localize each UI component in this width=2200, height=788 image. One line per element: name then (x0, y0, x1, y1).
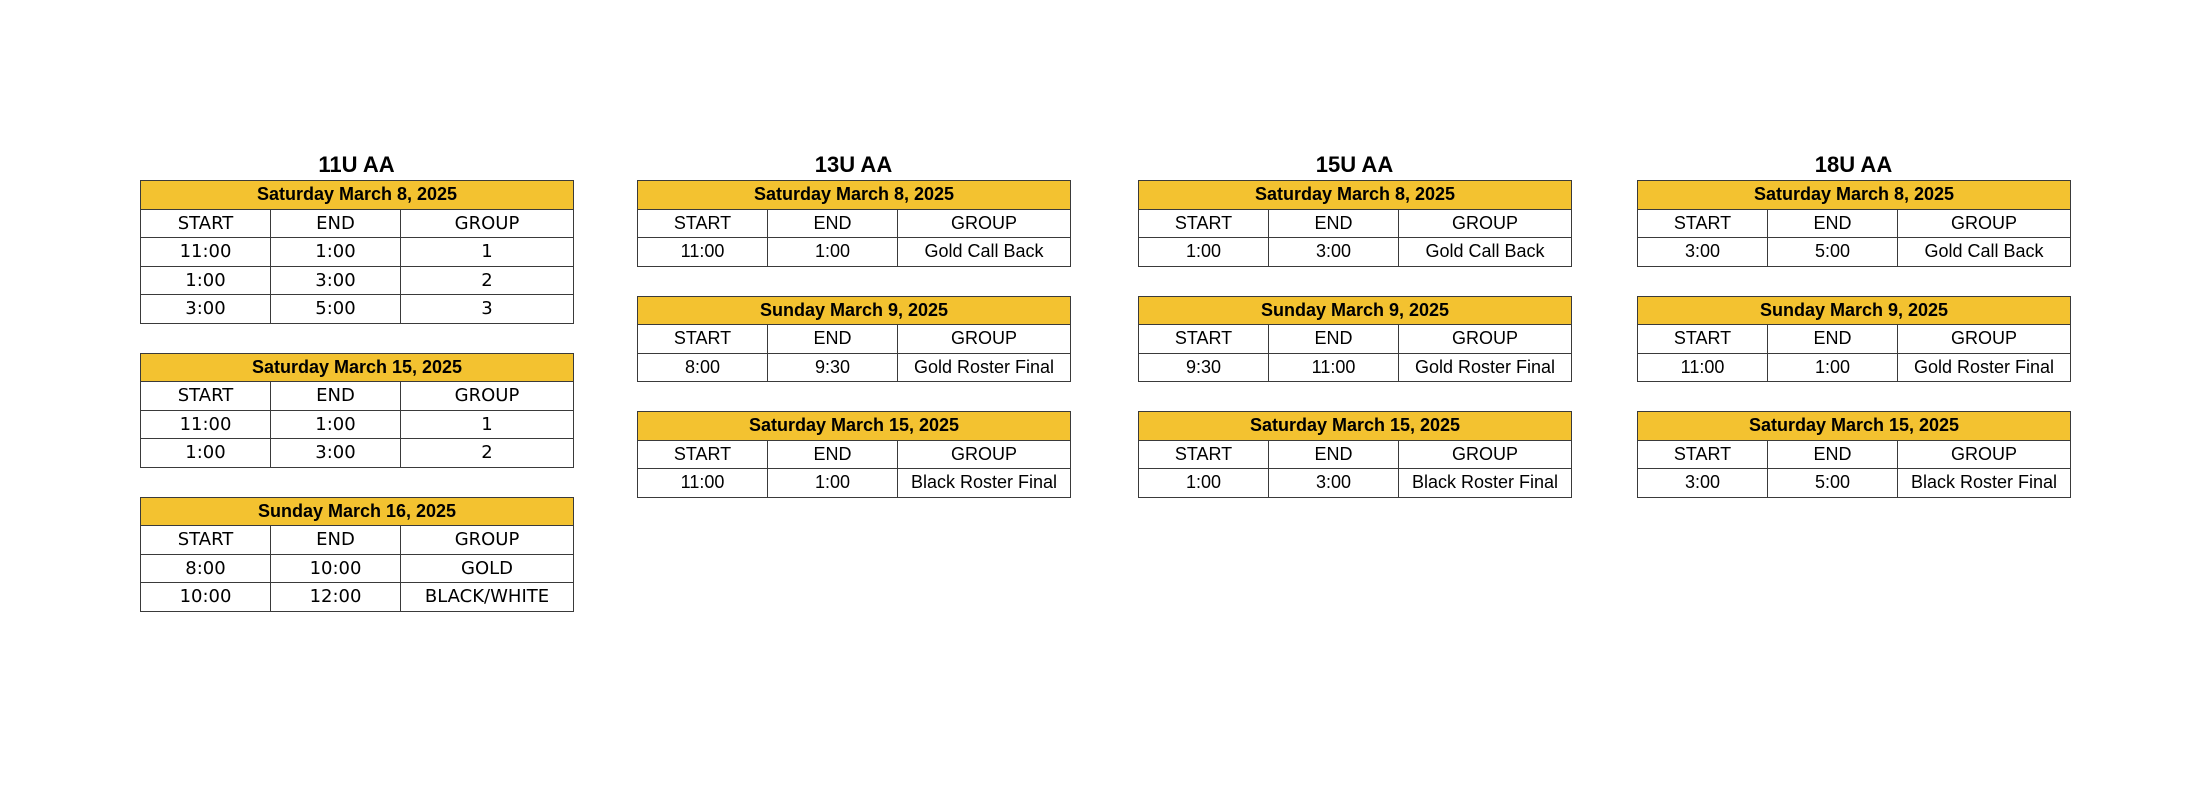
table-row (638, 238, 1071, 267)
table-row (141, 238, 574, 267)
schedule-table (637, 411, 1071, 498)
end-cell: 11:00 (1269, 353, 1399, 382)
column-header: START (141, 382, 271, 411)
end-cell: 10:00 (271, 554, 401, 583)
schedule-table (1138, 411, 1572, 498)
column-header: GROUP (1399, 325, 1572, 354)
group-cell: Black Roster Final (1399, 469, 1572, 498)
column-header: START (638, 440, 768, 469)
column-header: GROUP (1399, 209, 1572, 238)
day-header: Saturday March 8, 2025 (141, 181, 574, 210)
table-row (141, 583, 574, 612)
group-cell: Gold Roster Final (898, 353, 1071, 382)
end-cell: 5:00 (1768, 238, 1898, 267)
start-cell: 11:00 (638, 469, 768, 498)
day-header: Sunday March 9, 2025 (638, 296, 1071, 325)
schedule-table (140, 180, 574, 324)
start-cell: 8:00 (638, 353, 768, 382)
schedule-table (1138, 296, 1572, 383)
column-header: GROUP (898, 325, 1071, 354)
column-header: START (1139, 440, 1269, 469)
column-header: END (1269, 440, 1399, 469)
column-header: GROUP (898, 440, 1071, 469)
schedule-table (140, 497, 574, 612)
group-cell: Gold Call Back (898, 238, 1071, 267)
column-header: START (1638, 209, 1768, 238)
column-header-row (1638, 209, 2071, 238)
table-row (1638, 238, 2071, 267)
column-header: START (1139, 325, 1269, 354)
column-header: GROUP (1898, 325, 2071, 354)
day-header: Sunday March 9, 2025 (1139, 296, 1572, 325)
column-header: END (271, 209, 401, 238)
division-title: 11U AA (318, 152, 395, 177)
end-cell: 1:00 (271, 410, 401, 439)
start-cell: 1:00 (141, 266, 271, 295)
start-cell: 1:00 (1139, 469, 1269, 498)
end-cell: 12:00 (271, 583, 401, 612)
schedule-table (1637, 296, 2071, 383)
schedule-table (1138, 180, 1572, 267)
table-row (141, 266, 574, 295)
table-row (141, 410, 574, 439)
column-header: END (1768, 209, 1898, 238)
division-1 (637, 150, 1070, 527)
division-2 (1138, 150, 1571, 527)
column-header-row (1139, 325, 1572, 354)
column-header-row (141, 526, 574, 555)
schedule-table (637, 180, 1071, 267)
column-header: END (768, 209, 898, 238)
column-header: END (1269, 325, 1399, 354)
start-cell: 9:30 (1139, 353, 1269, 382)
day-header: Saturday March 15, 2025 (1638, 412, 2071, 441)
day-header: Sunday March 16, 2025 (141, 497, 574, 526)
start-cell: 3:00 (1638, 238, 1768, 267)
column-header: GROUP (401, 209, 574, 238)
end-cell: 3:00 (1269, 469, 1399, 498)
end-cell: 1:00 (1768, 353, 1898, 382)
column-header-row (141, 209, 574, 238)
division-0 (140, 150, 573, 641)
end-cell: 3:00 (271, 266, 401, 295)
end-cell: 1:00 (271, 238, 401, 267)
start-cell: 3:00 (1638, 469, 1768, 498)
end-cell: 3:00 (271, 439, 401, 468)
day-header: Saturday March 8, 2025 (1638, 181, 2071, 210)
schedule-table (1637, 411, 2071, 498)
day-header: Saturday March 8, 2025 (638, 181, 1071, 210)
day-header: Saturday March 15, 2025 (638, 412, 1071, 441)
group-cell: Gold Roster Final (1898, 353, 2071, 382)
table-row (1638, 469, 2071, 498)
end-cell: 9:30 (768, 353, 898, 382)
group-cell: GOLD (401, 554, 574, 583)
day-header: Saturday March 8, 2025 (1139, 181, 1572, 210)
column-header-row (638, 325, 1071, 354)
group-cell: Gold Call Back (1898, 238, 2071, 267)
table-row (1139, 238, 1572, 267)
column-header: END (768, 325, 898, 354)
start-cell: 3:00 (141, 295, 271, 324)
start-cell: 8:00 (141, 554, 271, 583)
day-header: Saturday March 15, 2025 (1139, 412, 1572, 441)
column-header-row (638, 440, 1071, 469)
start-cell: 11:00 (141, 238, 271, 267)
column-header: START (141, 209, 271, 238)
division-title: 18U AA (1814, 152, 1893, 177)
column-header-row (1638, 325, 2071, 354)
group-cell: 1 (401, 238, 574, 267)
column-header-row (141, 382, 574, 411)
column-header: END (271, 526, 401, 555)
group-cell: 1 (401, 410, 574, 439)
group-cell: BLACK/WHITE (401, 583, 574, 612)
group-cell: 3 (401, 295, 574, 324)
column-header: GROUP (1898, 209, 2071, 238)
start-cell: 11:00 (638, 238, 768, 267)
column-header: GROUP (1399, 440, 1572, 469)
group-cell: Gold Call Back (1399, 238, 1572, 267)
end-cell: 1:00 (768, 469, 898, 498)
column-header: START (638, 209, 768, 238)
column-header: GROUP (1898, 440, 2071, 469)
division-title: 15U AA (1315, 152, 1394, 177)
schedule-table (1637, 180, 2071, 267)
column-header: END (1269, 209, 1399, 238)
day-header: Saturday March 15, 2025 (141, 353, 574, 382)
group-cell: Black Roster Final (1898, 469, 2071, 498)
end-cell: 1:00 (768, 238, 898, 267)
table-row (638, 469, 1071, 498)
column-header: GROUP (401, 382, 574, 411)
table-row (638, 353, 1071, 382)
table-row (141, 439, 574, 468)
column-header: START (1638, 440, 1768, 469)
end-cell: 3:00 (1269, 238, 1399, 267)
start-cell: 10:00 (141, 583, 271, 612)
column-header: END (768, 440, 898, 469)
table-row (1139, 353, 1572, 382)
column-header: GROUP (401, 526, 574, 555)
schedule-table (140, 353, 574, 468)
table-row (141, 295, 574, 324)
column-header-row (638, 209, 1071, 238)
table-row (1139, 469, 1572, 498)
division-3 (1637, 150, 2070, 527)
table-row (1638, 353, 2071, 382)
schedule-table (637, 296, 1071, 383)
division-title: 13U AA (814, 152, 893, 177)
column-header: START (141, 526, 271, 555)
day-header: Sunday March 9, 2025 (1638, 296, 2071, 325)
column-header-row (1139, 209, 1572, 238)
column-header: START (638, 325, 768, 354)
table-row (141, 554, 574, 583)
column-header: END (1768, 325, 1898, 354)
column-header: END (1768, 440, 1898, 469)
column-header: GROUP (898, 209, 1071, 238)
group-cell: Black Roster Final (898, 469, 1071, 498)
group-cell: 2 (401, 439, 574, 468)
start-cell: 11:00 (141, 410, 271, 439)
start-cell: 11:00 (1638, 353, 1768, 382)
column-header-row (1638, 440, 2071, 469)
end-cell: 5:00 (1768, 469, 1898, 498)
end-cell: 5:00 (271, 295, 401, 324)
start-cell: 1:00 (141, 439, 271, 468)
column-header-row (1139, 440, 1572, 469)
group-cell: Gold Roster Final (1399, 353, 1572, 382)
column-header: START (1139, 209, 1269, 238)
start-cell: 1:00 (1139, 238, 1269, 267)
column-header: END (271, 382, 401, 411)
group-cell: 2 (401, 266, 574, 295)
column-header: START (1638, 325, 1768, 354)
